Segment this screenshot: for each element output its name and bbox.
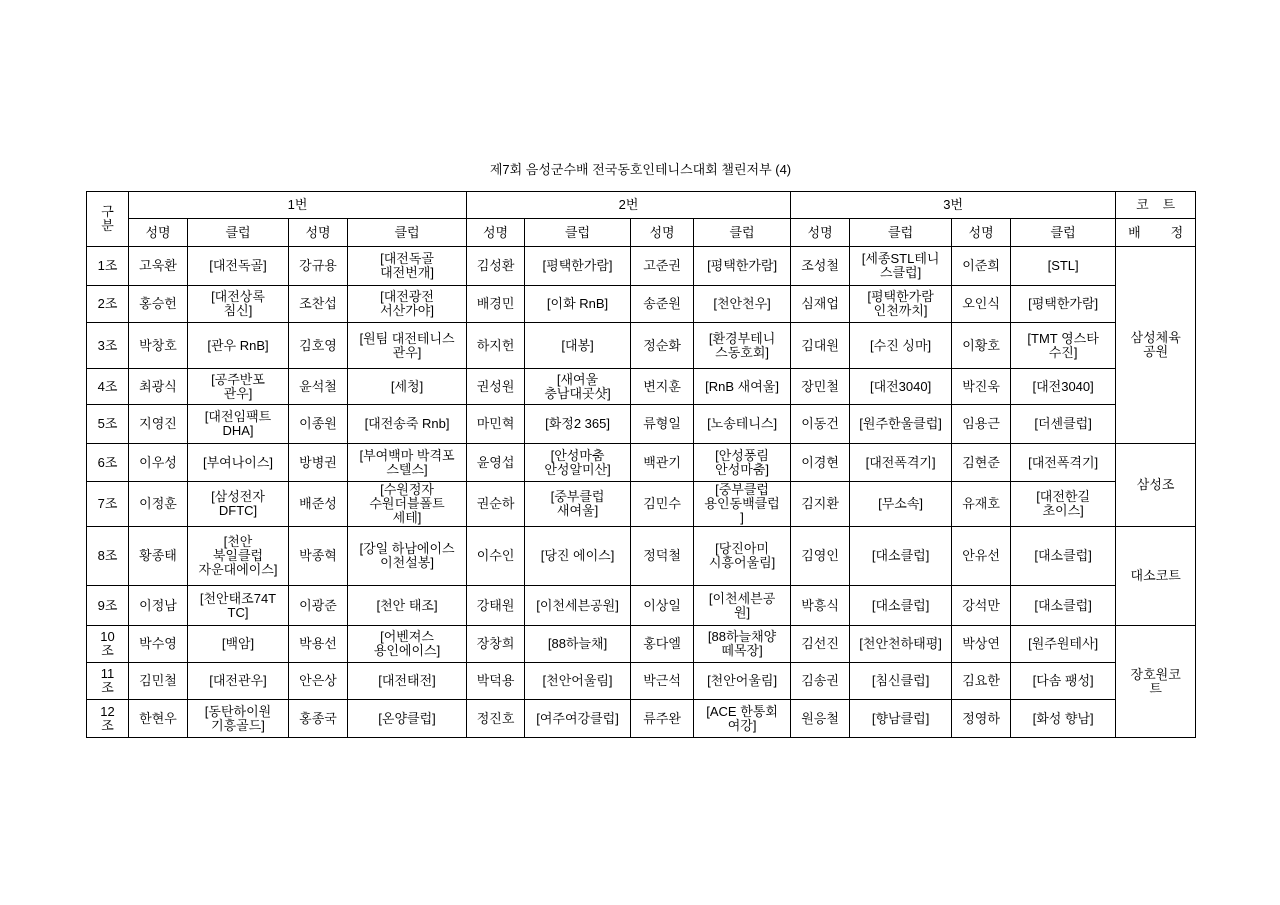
- group-label: 8조: [87, 527, 129, 586]
- player-club: [향남클럽]: [850, 700, 952, 738]
- player-club: [부여백마 박격포 스텔스]: [348, 444, 467, 482]
- player-club: [중부클럽 용인동백클럽]: [694, 482, 791, 527]
- player-name: 홍종국: [289, 700, 348, 738]
- player-club: [대소클럽]: [1011, 586, 1116, 626]
- player-club: [STL]: [1011, 247, 1116, 286]
- player-club: [원팀 대전테니스 관우]: [348, 323, 467, 369]
- player-club: [관우 RnB]: [188, 323, 289, 369]
- player-name: 강석만: [952, 586, 1011, 626]
- player-club: [온양클럽]: [348, 700, 467, 738]
- player-club: [원주원테사]: [1011, 626, 1116, 663]
- group-row: [87, 369, 1196, 405]
- player-name: 강규용: [289, 247, 348, 286]
- player-name: 이상일: [631, 586, 694, 626]
- player-name: 권성원: [467, 369, 525, 405]
- court-assignment: 장호원코트: [1116, 626, 1196, 738]
- group-label: 4조: [87, 369, 129, 405]
- player-club: [TMT 영스타 수진]: [1011, 323, 1116, 369]
- court-header: 코 트: [1116, 192, 1196, 219]
- player-club: [천안어울림]: [525, 663, 631, 700]
- player-name: 배경민: [467, 286, 525, 323]
- player-name: 정순화: [631, 323, 694, 369]
- player-club: [88하늘채]: [525, 626, 631, 663]
- name-column-header: 성명: [129, 219, 188, 247]
- group-row: [87, 247, 1196, 286]
- group-row: [87, 444, 1196, 482]
- player-name: 박근석: [631, 663, 694, 700]
- player-name: 송준원: [631, 286, 694, 323]
- group-label: 6조: [87, 444, 129, 482]
- club-column-header: 클럽: [525, 219, 631, 247]
- player-club: [당진 에이스]: [525, 527, 631, 586]
- name-column-header: 성명: [631, 219, 694, 247]
- club-column-header: 클럽: [850, 219, 952, 247]
- player-name: 정진호: [467, 700, 525, 738]
- player-name: 강태원: [467, 586, 525, 626]
- player-name: 이준희: [952, 247, 1011, 286]
- player-name: 박수영: [129, 626, 188, 663]
- player-club: [천안 태조]: [348, 586, 467, 626]
- player-name: 김호영: [289, 323, 348, 369]
- group-row: [87, 286, 1196, 323]
- player-club: [이화 RnB]: [525, 286, 631, 323]
- player-club: [대전태전]: [348, 663, 467, 700]
- player-name: 류주완: [631, 700, 694, 738]
- player-club: [삼성전자 DFTC]: [188, 482, 289, 527]
- name-column-header: 성명: [289, 219, 348, 247]
- player-club: [수원정자 수원더블폴트 세테]: [348, 482, 467, 527]
- player-club: [대전독골]: [188, 247, 289, 286]
- court-assignment: 삼성조: [1116, 444, 1196, 527]
- player-club: [천안태조74TTC]: [188, 586, 289, 626]
- player-club: [이천세븐공원]: [694, 586, 791, 626]
- player-name: 지영진: [129, 405, 188, 444]
- player-club: [안성마춤 안성알미산]: [525, 444, 631, 482]
- player-name: 안은상: [289, 663, 348, 700]
- club-column-header: 클럽: [188, 219, 289, 247]
- player-club: [원주한울클럽]: [850, 405, 952, 444]
- group-row: [87, 586, 1196, 626]
- group-label: 7조: [87, 482, 129, 527]
- player-name: 임용근: [952, 405, 1011, 444]
- club-column-header: 클럽: [694, 219, 791, 247]
- player-club: [수진 싱마]: [850, 323, 952, 369]
- player-name: 고욱환: [129, 247, 188, 286]
- player-club: [환경부테니스동호회]: [694, 323, 791, 369]
- player-name: 오인식: [952, 286, 1011, 323]
- player-club: [천안어울림]: [694, 663, 791, 700]
- player-name: 변지훈: [631, 369, 694, 405]
- club-column-header: 클럽: [1011, 219, 1116, 247]
- player-club: [대전한길 초이스]: [1011, 482, 1116, 527]
- player-name: 유재호: [952, 482, 1011, 527]
- player-name: 박상연: [952, 626, 1011, 663]
- player-name: 고준권: [631, 247, 694, 286]
- player-club: [무소속]: [850, 482, 952, 527]
- player-club: [세청]: [348, 369, 467, 405]
- player-club: [대전상록 침신]: [188, 286, 289, 323]
- player-name: 김대원: [791, 323, 850, 369]
- player-name: 이광준: [289, 586, 348, 626]
- player-name: 한현우: [129, 700, 188, 738]
- name-column-header: 성명: [952, 219, 1011, 247]
- group-header: 구분: [87, 192, 129, 247]
- player-club: [대전임팩트 DHA]: [188, 405, 289, 444]
- player-name: 이정훈: [129, 482, 188, 527]
- player-name: 이경현: [791, 444, 850, 482]
- player-name: 박흥식: [791, 586, 850, 626]
- player-club: [대소클럽]: [850, 527, 952, 586]
- player-name: 배준성: [289, 482, 348, 527]
- player-name: 심재업: [791, 286, 850, 323]
- player-name: 홍다엘: [631, 626, 694, 663]
- player-name: 원응철: [791, 700, 850, 738]
- player-name: 안유선: [952, 527, 1011, 586]
- player-name: 정영하: [952, 700, 1011, 738]
- player-club: [대봉]: [525, 323, 631, 369]
- court-assignment: 대소코트: [1116, 527, 1196, 626]
- group-label: 9조: [87, 586, 129, 626]
- player-name: 김현준: [952, 444, 1011, 482]
- player-club: [화성 향남]: [1011, 700, 1116, 738]
- player-name: 이수인: [467, 527, 525, 586]
- group-row: [87, 527, 1196, 586]
- player-club: [88하늘채양떼목장]: [694, 626, 791, 663]
- player-name: 류형일: [631, 405, 694, 444]
- player-name: 이동건: [791, 405, 850, 444]
- group-label: 11조: [87, 663, 129, 700]
- player-club: [대전관우]: [188, 663, 289, 700]
- player-name: 김요한: [952, 663, 1011, 700]
- player-name: 김선진: [791, 626, 850, 663]
- player-name: 김지환: [791, 482, 850, 527]
- player-club: [대전폭격기]: [850, 444, 952, 482]
- player-club: [평택한가람]: [694, 247, 791, 286]
- header-row-columns: [87, 219, 1196, 247]
- group-row: [87, 663, 1196, 700]
- player-club: [대전3040]: [1011, 369, 1116, 405]
- player-name: 조찬섭: [289, 286, 348, 323]
- group-label: 3조: [87, 323, 129, 369]
- group-row: [87, 626, 1196, 663]
- slot-header-3: 3번: [791, 192, 1116, 219]
- player-name: 박용선: [289, 626, 348, 663]
- player-club: [대전송죽 Rnb]: [348, 405, 467, 444]
- player-name: 최광식: [129, 369, 188, 405]
- group-label: 12조: [87, 700, 129, 738]
- player-name: 김민수: [631, 482, 694, 527]
- player-club: [평택한가람 인천까치]: [850, 286, 952, 323]
- player-club: [화정2 365]: [525, 405, 631, 444]
- player-club: [평택한가람]: [1011, 286, 1116, 323]
- player-name: 박진욱: [952, 369, 1011, 405]
- group-label: 10조: [87, 626, 129, 663]
- player-name: 황종태: [129, 527, 188, 586]
- player-club: [중부클럽 새여울]: [525, 482, 631, 527]
- player-club: [대전독골 대전번개]: [348, 247, 467, 286]
- slot-header-2: 2번: [467, 192, 791, 219]
- court-assignment: 삼성체육공원: [1116, 247, 1196, 444]
- player-club: [천안 북일클럽 자운대에이스]: [188, 527, 289, 586]
- player-name: 이우성: [129, 444, 188, 482]
- group-row: [87, 700, 1196, 738]
- player-name: 박창호: [129, 323, 188, 369]
- player-club: [침신클럽]: [850, 663, 952, 700]
- player-club: [ACE 한통회 여강]: [694, 700, 791, 738]
- name-column-header: 성명: [467, 219, 525, 247]
- player-name: 이황호: [952, 323, 1011, 369]
- player-name: 윤석철: [289, 369, 348, 405]
- player-club: [천안천하태평]: [850, 626, 952, 663]
- player-club: [강일 하남에이스 이천설봉]: [348, 527, 467, 586]
- court-assign-header: 배 정: [1116, 219, 1196, 247]
- player-club: [천안천우]: [694, 286, 791, 323]
- player-name: 장창희: [467, 626, 525, 663]
- player-name: 윤영섭: [467, 444, 525, 482]
- player-name: 조성철: [791, 247, 850, 286]
- player-name: 김영인: [791, 527, 850, 586]
- player-club: [이천세븐공원]: [525, 586, 631, 626]
- document-title: 제7회 음성군수배 전국동호인테니스대회 챌린저부 (4): [489, 162, 792, 177]
- player-name: 백관기: [631, 444, 694, 482]
- player-name: 김성환: [467, 247, 525, 286]
- player-name: 이종원: [289, 405, 348, 444]
- player-club: [더센클럽]: [1011, 405, 1116, 444]
- player-name: 이정남: [129, 586, 188, 626]
- player-name: 김민철: [129, 663, 188, 700]
- player-name: 박덕용: [467, 663, 525, 700]
- player-club: [부여나이스]: [188, 444, 289, 482]
- player-club: [당진아미 시흥어울림]: [694, 527, 791, 586]
- player-club: [새여울 충남대곳샷]: [525, 369, 631, 405]
- player-club: [대소클럽]: [1011, 527, 1116, 586]
- player-club: [대전광전 서산가야]: [348, 286, 467, 323]
- group-table: [86, 191, 1196, 738]
- player-name: 장민철: [791, 369, 850, 405]
- slot-header-1: 1번: [129, 192, 467, 219]
- group-label: 5조: [87, 405, 129, 444]
- player-club: [RnB 새여울]: [694, 369, 791, 405]
- group-row: [87, 405, 1196, 444]
- player-name: 정덕철: [631, 527, 694, 586]
- group-row: [87, 482, 1196, 527]
- name-column-header: 성명: [791, 219, 850, 247]
- player-club: [공주반포 관우]: [188, 369, 289, 405]
- player-club: [안성풍림 안성마춤]: [694, 444, 791, 482]
- player-club: [다솜 팽성]: [1011, 663, 1116, 700]
- club-column-header: 클럽: [348, 219, 467, 247]
- player-club: [여주여강클럽]: [525, 700, 631, 738]
- player-club: [노송테니스]: [694, 405, 791, 444]
- player-name: 김송권: [791, 663, 850, 700]
- player-club: [어벤져스 용인에이스]: [348, 626, 467, 663]
- player-club: [백암]: [188, 626, 289, 663]
- group-row: [87, 323, 1196, 369]
- player-name: 박종혁: [289, 527, 348, 586]
- player-name: 마민혁: [467, 405, 525, 444]
- player-club: [대소클럽]: [850, 586, 952, 626]
- player-club: [대전폭격기]: [1011, 444, 1116, 482]
- player-name: 방병권: [289, 444, 348, 482]
- player-club: [대전3040]: [850, 369, 952, 405]
- player-name: 권순하: [467, 482, 525, 527]
- player-club: [평택한가람]: [525, 247, 631, 286]
- player-name: 홍승헌: [129, 286, 188, 323]
- group-label: 2조: [87, 286, 129, 323]
- player-club: [동탄하이원 기흥골드]: [188, 700, 289, 738]
- player-name: 하지헌: [467, 323, 525, 369]
- player-club: [세종STL테니스클럽]: [850, 247, 952, 286]
- group-label: 1조: [87, 247, 129, 286]
- header-row-slots: [87, 192, 1196, 219]
